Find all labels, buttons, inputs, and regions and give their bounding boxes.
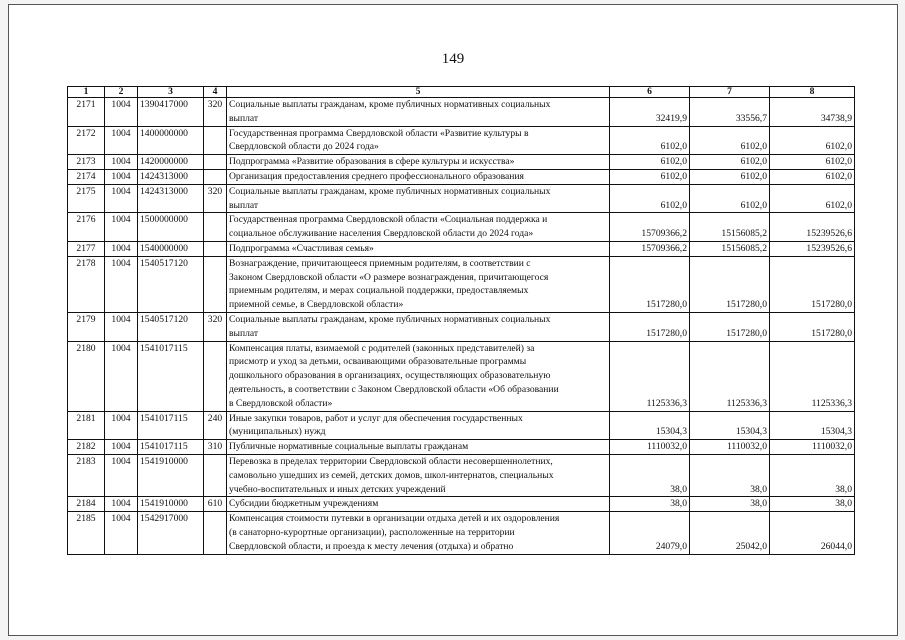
description-cell	[227, 411, 610, 440]
target-article-code: 1540517120	[138, 256, 204, 312]
table-row	[68, 440, 855, 455]
table-row	[68, 126, 855, 155]
description-line: дошкольного образования в организациях, осуществляющих образовательную	[229, 370, 551, 382]
table-body	[68, 98, 855, 555]
header-col-1: 1	[68, 87, 105, 98]
expense-type-code: 610	[204, 497, 227, 512]
amount-year-3: 6102,0	[770, 169, 855, 184]
description-cell	[227, 440, 610, 455]
target-article-code: 1541910000	[138, 454, 204, 496]
description-line: в Свердловской области»	[229, 397, 333, 409]
amount-year-1: 15709366,2	[610, 241, 690, 256]
amount-year-2: 1125336,3	[690, 341, 770, 411]
section-code: 1004	[105, 440, 138, 455]
amount-year-3: 34738,9	[770, 98, 855, 127]
description-line: Компенсация платы, взимаемой с родителей (законных представителей) за	[229, 342, 535, 354]
expense-type-code	[204, 169, 227, 184]
table-row	[68, 256, 855, 312]
description-line: выплат	[229, 327, 259, 339]
header-col-7: 7	[690, 87, 770, 98]
expense-type-code: 320	[204, 98, 227, 127]
amount-year-3: 6102,0	[770, 184, 855, 213]
expense-type-code	[204, 126, 227, 155]
target-article-code: 1541017115	[138, 341, 204, 411]
description-line: выплат	[229, 112, 259, 124]
table-row	[68, 312, 855, 341]
description-line: Перевозка в пределах территории Свердловской области несовершеннолетних,	[229, 455, 553, 467]
target-article-code: 1541910000	[138, 497, 204, 512]
description-cell	[227, 155, 610, 170]
target-article-code: 1542917000	[138, 512, 204, 554]
table-row	[68, 341, 855, 411]
row-number: 2181	[68, 411, 105, 440]
section-code: 1004	[105, 411, 138, 440]
header-col-6: 6	[610, 87, 690, 98]
amount-year-1: 1125336,3	[610, 341, 690, 411]
description-line: учебно-воспитательных и иных детских учреждений	[229, 483, 446, 495]
amount-year-3: 26044,0	[770, 512, 855, 554]
description-line: Законом Свердловской области «О размере вознаграждения, причитающегося	[229, 271, 549, 283]
target-article-code: 1420000000	[138, 155, 204, 170]
description-line: Социальные выплаты гражданам, кроме публичных нормативных социальных	[229, 313, 551, 325]
amount-year-3: 1517280,0	[770, 312, 855, 341]
amount-year-1: 1110032,0	[610, 440, 690, 455]
table-row	[68, 155, 855, 170]
row-number: 2180	[68, 341, 105, 411]
description-line: Социальные выплаты гражданам, кроме публичных нормативных социальных	[229, 185, 551, 197]
amount-year-2: 15156085,2	[690, 241, 770, 256]
header-col-3: 3	[138, 87, 204, 98]
amount-year-2: 6102,0	[690, 126, 770, 155]
expense-type-code	[204, 454, 227, 496]
header-col-2: 2	[105, 87, 138, 98]
expense-type-code	[204, 213, 227, 242]
page-number: 149	[441, 51, 465, 67]
target-article-code: 1540517120	[138, 312, 204, 341]
row-number: 2177	[68, 241, 105, 256]
expense-type-code	[204, 341, 227, 411]
row-number: 2179	[68, 312, 105, 341]
target-article-code: 1400000000	[138, 126, 204, 155]
amount-year-2: 33556,7	[690, 98, 770, 127]
expense-type-code	[204, 155, 227, 170]
target-article-code: 1541017115	[138, 440, 204, 455]
section-code: 1004	[105, 341, 138, 411]
section-code: 1004	[105, 98, 138, 127]
description-cell	[227, 497, 610, 512]
row-number: 2172	[68, 126, 105, 155]
header-col-4: 4	[204, 87, 227, 98]
expense-type-code	[204, 241, 227, 256]
description-line: Субсидии бюджетным учреждениям	[229, 498, 379, 510]
section-code: 1004	[105, 184, 138, 213]
description-cell	[227, 184, 610, 213]
description-line: выплат	[229, 199, 259, 211]
amount-year-1: 6102,0	[610, 184, 690, 213]
description-cell	[227, 169, 610, 184]
description-cell	[227, 454, 610, 496]
row-number: 2171	[68, 98, 105, 127]
amount-year-1: 15304,3	[610, 411, 690, 440]
description-line: Государственная программа Свердловской области «Развитие культуры в	[229, 127, 529, 139]
description-cell	[227, 312, 610, 341]
row-number: 2176	[68, 213, 105, 242]
section-code: 1004	[105, 512, 138, 554]
amount-year-3: 38,0	[770, 497, 855, 512]
table-row	[68, 184, 855, 213]
description-cell	[227, 341, 610, 411]
target-article-code: 1500000000	[138, 213, 204, 242]
table-row	[68, 213, 855, 242]
row-number: 2184	[68, 497, 105, 512]
table-row	[68, 497, 855, 512]
description-line: самовольно ушедших из семей, детских домов, школ-интернатов, специальных	[229, 469, 554, 481]
target-article-code: 1424313000	[138, 184, 204, 213]
expense-type-code: 310	[204, 440, 227, 455]
amount-year-3: 1517280,0	[770, 256, 855, 312]
amount-year-2: 25042,0	[690, 512, 770, 554]
amount-year-2: 1517280,0	[690, 312, 770, 341]
amount-year-2: 6102,0	[690, 155, 770, 170]
row-number: 2185	[68, 512, 105, 554]
expense-type-code	[204, 256, 227, 312]
description-cell	[227, 512, 610, 554]
amount-year-1: 32419,9	[610, 98, 690, 127]
description-cell	[227, 98, 610, 127]
section-code: 1004	[105, 241, 138, 256]
amount-year-2: 38,0	[690, 497, 770, 512]
description-cell	[227, 126, 610, 155]
description-cell	[227, 241, 610, 256]
amount-year-3: 6102,0	[770, 155, 855, 170]
table-row	[68, 169, 855, 184]
amount-year-3: 15239526,6	[770, 213, 855, 242]
header-col-5: 5	[227, 87, 610, 98]
description-line: Компенсация стоимости путевки в организации отдыха детей и их оздоровления	[229, 513, 560, 525]
budget-table	[67, 86, 855, 555]
table-row	[68, 512, 855, 554]
description-line: Организация предоставления среднего профессионального образования	[229, 170, 524, 182]
description-line: деятельность, в соответствии с Законом Свердловской области «Об образовании	[229, 383, 559, 395]
amount-year-1: 6102,0	[610, 126, 690, 155]
description-line: социальное обслуживание населения Свердловской области до 2024 года»	[229, 228, 534, 240]
amount-year-2: 15156085,2	[690, 213, 770, 242]
description-line: Свердловской области, и проезда к месту лечения (отдыха) и обратно	[229, 540, 514, 552]
amount-year-1: 1517280,0	[610, 256, 690, 312]
target-article-code: 1424313000	[138, 169, 204, 184]
description-line: Подпрограмма «Развитие образования в сфере культуры и искусства»	[229, 156, 515, 168]
row-number: 2183	[68, 454, 105, 496]
amount-year-2: 6102,0	[690, 184, 770, 213]
target-article-code: 1541017115	[138, 411, 204, 440]
description-line: Вознаграждение, причитающееся приемным родителям, в соответствии с	[229, 257, 531, 269]
amount-year-1: 1517280,0	[610, 312, 690, 341]
description-line: присмотр и уход за детьми, осваивающими образовательные программы	[229, 356, 527, 368]
row-number: 2175	[68, 184, 105, 213]
table-row	[68, 454, 855, 496]
amount-year-3: 6102,0	[770, 126, 855, 155]
amount-year-3: 1125336,3	[770, 341, 855, 411]
description-line: (муниципальных) нужд	[229, 426, 326, 438]
section-code: 1004	[105, 256, 138, 312]
description-line: Иные закупки товаров, работ и услуг для обеспечения государственных	[229, 412, 523, 424]
description-cell	[227, 213, 610, 242]
row-number: 2174	[68, 169, 105, 184]
amount-year-1: 38,0	[610, 454, 690, 496]
expense-type-code: 320	[204, 312, 227, 341]
description-line: Государственная программа Свердловской области «Социальная поддержка и	[229, 214, 548, 226]
expense-type-code	[204, 512, 227, 554]
amount-year-2: 1110032,0	[690, 440, 770, 455]
amount-year-2: 15304,3	[690, 411, 770, 440]
expense-type-code: 240	[204, 411, 227, 440]
row-number: 2178	[68, 256, 105, 312]
amount-year-3: 1110032,0	[770, 440, 855, 455]
row-number: 2182	[68, 440, 105, 455]
amount-year-3: 15239526,6	[770, 241, 855, 256]
description-line: Подпрограмма «Счастливая семья»	[229, 242, 374, 254]
description-line: приемным родителям, и мерах социальной поддержки, предоставляемых	[229, 285, 529, 297]
section-code: 1004	[105, 454, 138, 496]
amount-year-1: 6102,0	[610, 169, 690, 184]
description-line: Свердловской области до 2024 года»	[229, 141, 379, 153]
description-line: (в санаторно-курортные организации), расположенные на территории	[229, 526, 515, 538]
row-number: 2173	[68, 155, 105, 170]
target-article-code: 1390417000	[138, 98, 204, 127]
description-line: Публичные нормативные социальные выплаты гражданам	[229, 441, 469, 453]
table-row	[68, 411, 855, 440]
section-code: 1004	[105, 312, 138, 341]
section-code: 1004	[105, 169, 138, 184]
amount-year-1: 24079,0	[610, 512, 690, 554]
amount-year-2: 38,0	[690, 454, 770, 496]
section-code: 1004	[105, 497, 138, 512]
description-line: приемной семье, в Свердловской области»	[229, 299, 404, 311]
table-row	[68, 98, 855, 127]
target-article-code: 1540000000	[138, 241, 204, 256]
description-line: Социальные выплаты гражданам, кроме публичных нормативных социальных	[229, 99, 551, 110]
amount-year-1: 6102,0	[610, 155, 690, 170]
section-code: 1004	[105, 155, 138, 170]
amount-year-1: 15709366,2	[610, 213, 690, 242]
document-page	[8, 4, 898, 636]
amount-year-2: 1517280,0	[690, 256, 770, 312]
amount-year-3: 15304,3	[770, 411, 855, 440]
description-cell	[227, 256, 610, 312]
header-col-8: 8	[770, 87, 855, 98]
section-code: 1004	[105, 213, 138, 242]
table-header-row	[68, 87, 855, 98]
table-row	[68, 241, 855, 256]
amount-year-1: 38,0	[610, 497, 690, 512]
amount-year-3: 38,0	[770, 454, 855, 496]
expense-type-code: 320	[204, 184, 227, 213]
section-code: 1004	[105, 126, 138, 155]
amount-year-2: 6102,0	[690, 169, 770, 184]
